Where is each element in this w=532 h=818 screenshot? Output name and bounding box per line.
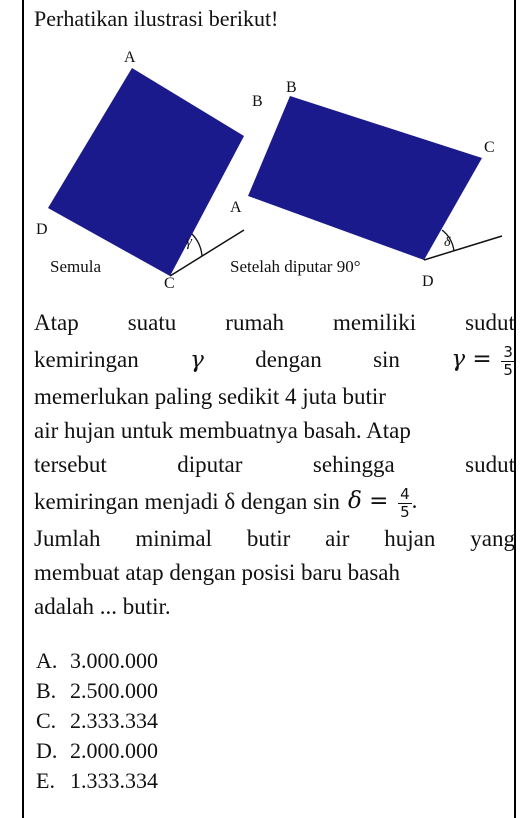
problem-line-5: tersebut diputar sehingga sudut — [34, 452, 515, 477]
vertex-d-left: D — [36, 221, 48, 238]
sin-gamma-equation: γ = $\frac{3}{5}$ — [451, 342, 513, 379]
option-a[interactable]: A. 3.000.000 — [36, 648, 158, 673]
vertex-a-left: A — [124, 49, 136, 66]
vertex-a-right: A — [230, 199, 242, 216]
option-c[interactable]: C. 2.333.334 — [36, 708, 158, 733]
delta-label: δ — [444, 235, 451, 250]
problem-text — [34, 306, 515, 624]
option-d[interactable]: D. 2.000.000 — [36, 738, 158, 763]
problem-line-4: air hujan untuk membuatnya basah. Atap — [34, 418, 411, 443]
vertex-c-left: C — [164, 275, 175, 290]
vertex-b-right: B — [286, 79, 297, 96]
vertex-b-left: B — [252, 93, 263, 110]
roof-illustration — [24, 40, 504, 290]
problem-line-7: Jumlah minimal butir air hujan yang — [34, 526, 515, 551]
gamma-label: γ — [186, 234, 192, 250]
problem-line-1: Atap suatu rumah memiliki sudut — [34, 310, 515, 335]
problem-line-6: kemiringan menjadi δ dengan sin δ = $\frac{4}{5}$ . — [34, 484, 418, 521]
instruction-text: Perhatikan ilustrasi berikut! — [34, 6, 279, 31]
answer-options — [36, 646, 158, 796]
option-e[interactable]: E. 1.333.334 — [36, 768, 158, 793]
problem-line-8: membuat atap dengan posisi baru basah — [34, 560, 400, 585]
option-b[interactable]: B. 2.500.000 — [36, 678, 158, 703]
problem-line-2: kemiringan γ dengan sin γ = $\frac{3}{5}$ — [34, 342, 513, 379]
caption-original: Semula — [50, 257, 101, 276]
vertex-c-right: C — [484, 139, 495, 156]
gamma-symbol: γ — [190, 347, 204, 373]
sin-delta-equation: δ = $\frac{4}{5}$ . — [347, 484, 418, 521]
slope-line-right — [424, 236, 502, 260]
roof-original-shape — [48, 68, 244, 276]
gamma-arc — [192, 234, 202, 256]
problem-line-9: adalah ... butir. — [34, 594, 171, 619]
vertex-d-right: D — [422, 273, 434, 290]
problem-line-3: memerlukan paling sedikit 4 juta butir — [34, 384, 386, 409]
fraction-4-5: $\frac{4}{5}$ — [400, 484, 410, 521]
fraction-3-5: $\frac{3}{5}$ — [503, 342, 513, 379]
caption-rotated: Setelah diputar 90° — [230, 257, 361, 276]
